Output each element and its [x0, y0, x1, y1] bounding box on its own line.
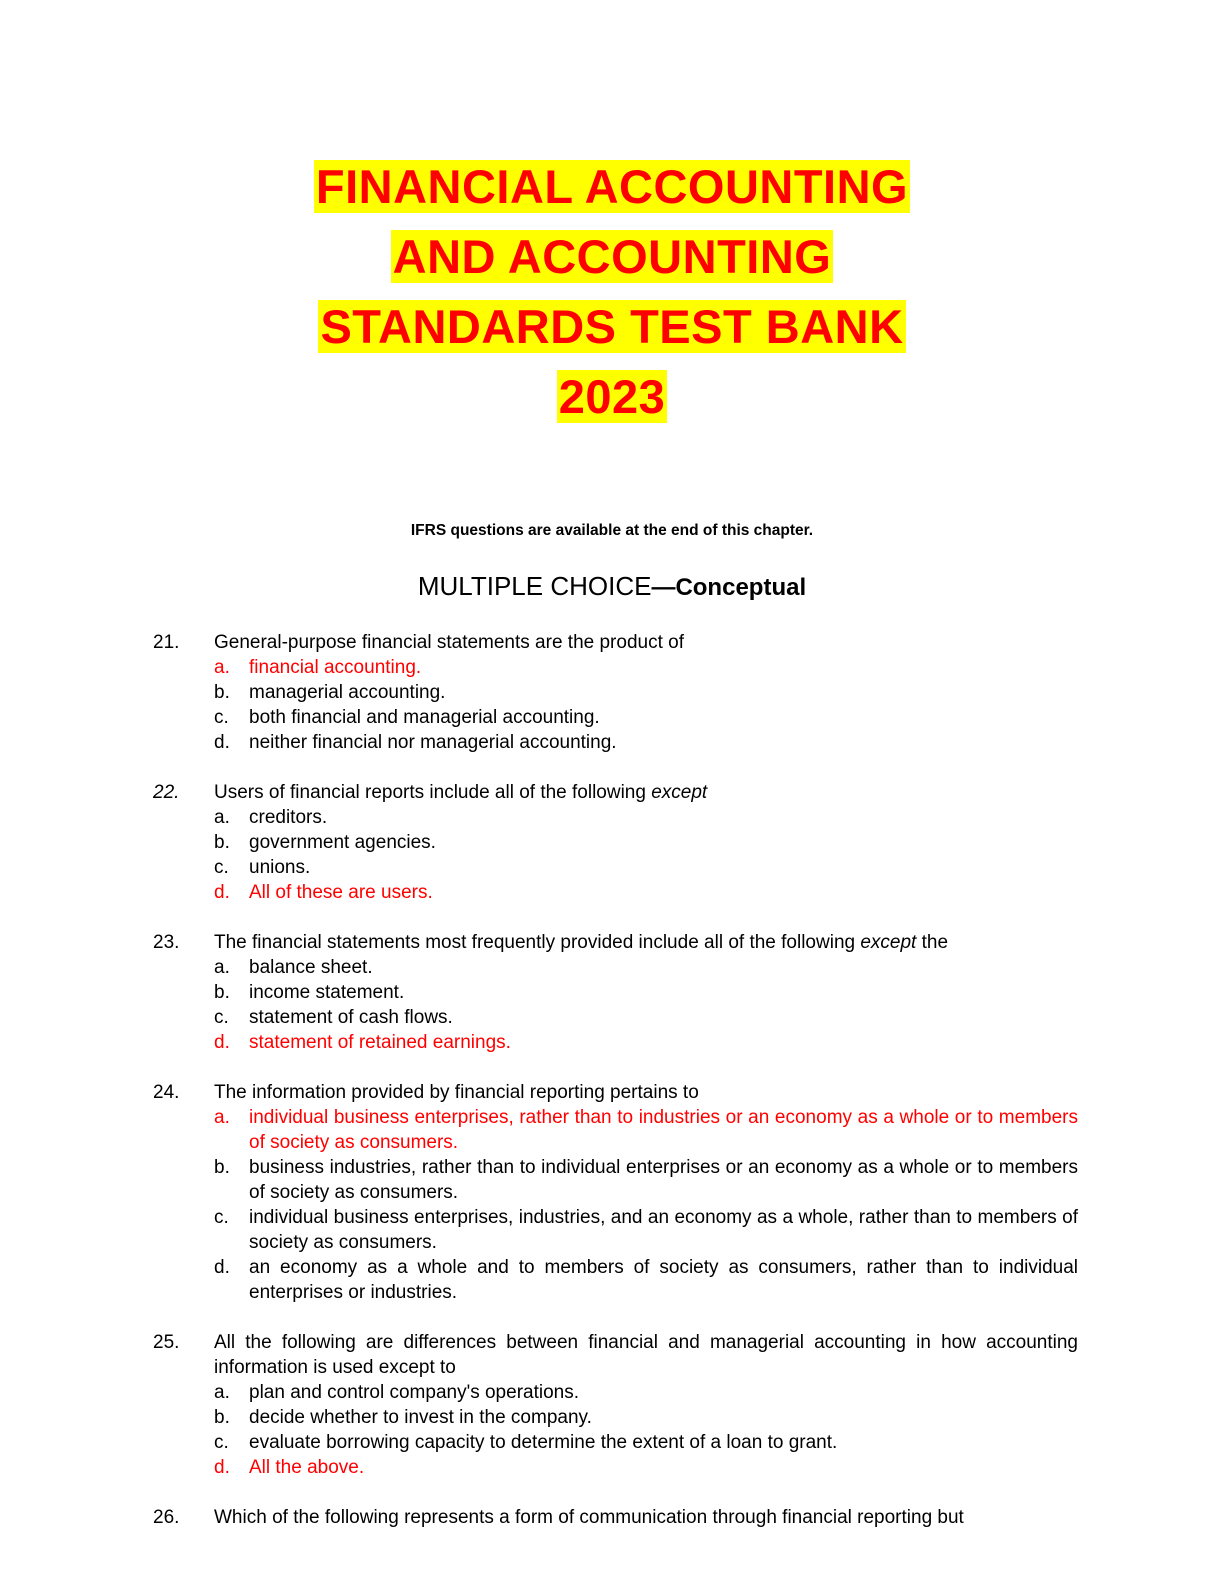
option-letter: b. — [214, 1407, 230, 1428]
document-title — [0, 158, 1224, 438]
option-text: statement of retained earnings. — [249, 1032, 511, 1053]
option-text: an economy as a whole and to members of society as consumers, rather than to individual enterprises or industries. — [249, 1257, 1078, 1303]
question-text-emphasis: except — [860, 932, 917, 953]
option-letter: b. — [214, 832, 230, 853]
option-text: neither financial nor managerial accounting. — [249, 732, 617, 753]
option-item — [0, 855, 1224, 880]
option-text: business industries, rather than to individual enterprises or an economy as a whole or to members of society as consumers. — [249, 1157, 1078, 1203]
section-heading — [0, 571, 1224, 602]
option-letter: b. — [214, 982, 230, 1003]
title-line-text: AND ACCOUNTING — [392, 230, 832, 283]
question-text: The information provided by financial reporting pertains to — [214, 1082, 699, 1103]
question-number: 25. — [153, 1332, 180, 1353]
option-letter: c. — [214, 707, 229, 728]
question-item — [0, 1080, 1224, 1305]
question-text-part: Users of financial reports include all of the following — [214, 782, 652, 803]
option-item — [0, 1405, 1224, 1430]
title-line — [0, 298, 1224, 368]
option-item — [0, 680, 1224, 705]
question-text-part: the — [916, 932, 949, 953]
option-item — [0, 830, 1224, 855]
option-list — [0, 805, 1224, 905]
option-list — [0, 955, 1224, 1055]
option-text: evaluate borrowing capacity to determine the extent of a loan to grant. — [249, 1432, 838, 1453]
question-text: Which of the following represents a form of communication through financial reporting but — [214, 1507, 964, 1528]
option-letter: c. — [214, 857, 229, 878]
question-text — [214, 930, 1078, 955]
option-item — [0, 1105, 1224, 1155]
option-letter: a. — [214, 1107, 230, 1128]
option-item — [0, 1430, 1224, 1455]
option-letter: a. — [214, 807, 230, 828]
question-text: All the following are differences between financial and managerial accounting in how accounting information is used except to — [214, 1332, 1078, 1378]
option-letter: a. — [214, 657, 230, 678]
option-letter: d. — [214, 1457, 230, 1478]
option-letter: d. — [214, 882, 230, 903]
option-text: decide whether to invest in the company. — [249, 1407, 592, 1428]
title-line — [0, 368, 1224, 438]
option-text: individual business enterprises, rather than to industries or an economy as a whole or to members of society as consumers. — [249, 1107, 1078, 1153]
question-text-part: The financial statements most frequently provided include all of the following — [214, 932, 861, 953]
option-letter: c. — [214, 1207, 229, 1228]
option-letter: a. — [214, 1382, 230, 1403]
question-text: General-purpose financial statements are the product of — [214, 632, 684, 653]
question-number: 21. — [153, 632, 180, 653]
question-number: 23. — [153, 932, 180, 953]
option-text: income statement. — [249, 982, 405, 1003]
option-letter: c. — [214, 1432, 229, 1453]
option-item — [0, 730, 1224, 755]
question-item — [0, 1330, 1224, 1480]
question-number: 22. — [153, 782, 180, 803]
question-number: 26. — [153, 1507, 180, 1528]
question-text — [214, 780, 1078, 805]
option-letter: a. — [214, 957, 230, 978]
option-text: individual business enterprises, industries, and an economy as a whole, rather than to members of society as consumers. — [249, 1207, 1078, 1253]
title-line-text: FINANCIAL ACCOUNTING — [315, 160, 909, 213]
option-letter: d. — [214, 1032, 230, 1053]
option-letter: d. — [214, 1257, 230, 1278]
option-item — [0, 880, 1224, 905]
option-text: balance sheet. — [249, 957, 373, 978]
section-heading-sub: —Conceptual — [651, 574, 807, 601]
option-text: All the above. — [249, 1457, 365, 1478]
option-text: financial accounting. — [249, 657, 422, 678]
option-list — [0, 655, 1224, 755]
option-text: plan and control company's operations. — [249, 1382, 579, 1403]
option-letter: d. — [214, 732, 230, 753]
option-item — [0, 705, 1224, 730]
option-list — [0, 1105, 1224, 1305]
option-text: both financial and managerial accounting. — [249, 707, 600, 728]
option-item — [0, 1455, 1224, 1480]
option-item — [0, 1205, 1224, 1255]
option-item — [0, 1255, 1224, 1305]
section-heading-main: MULTIPLE CHOICE — [417, 571, 652, 601]
option-text: statement of cash flows. — [249, 1007, 453, 1028]
option-letter: b. — [214, 1157, 230, 1178]
option-text: creditors. — [249, 807, 328, 828]
option-item — [0, 955, 1224, 980]
title-line — [0, 228, 1224, 298]
title-line-text: STANDARDS TEST BANK — [320, 300, 904, 353]
title-line — [0, 158, 1224, 228]
option-text: All of these are users. — [249, 882, 433, 903]
question-item — [0, 630, 1224, 755]
option-letter: b. — [214, 682, 230, 703]
option-item — [0, 1155, 1224, 1205]
question-number: 24. — [153, 1082, 180, 1103]
ifrs-note: IFRS questions are available at the end of this chapter. — [410, 522, 814, 539]
option-list — [0, 1380, 1224, 1480]
option-item — [0, 980, 1224, 1005]
option-letter: c. — [214, 1007, 229, 1028]
title-line-text: 2023 — [558, 370, 666, 423]
option-item — [0, 1380, 1224, 1405]
option-item — [0, 1005, 1224, 1030]
question-item — [0, 1505, 1224, 1530]
option-text: government agencies. — [249, 832, 436, 853]
question-item — [0, 930, 1224, 1055]
option-item — [0, 805, 1224, 830]
question-item — [0, 780, 1224, 905]
option-item — [0, 1030, 1224, 1055]
option-text: unions. — [249, 857, 311, 878]
option-text: managerial accounting. — [249, 682, 446, 703]
question-text-emphasis: except — [651, 782, 708, 803]
question-list — [0, 630, 1224, 1555]
option-item — [0, 655, 1224, 680]
